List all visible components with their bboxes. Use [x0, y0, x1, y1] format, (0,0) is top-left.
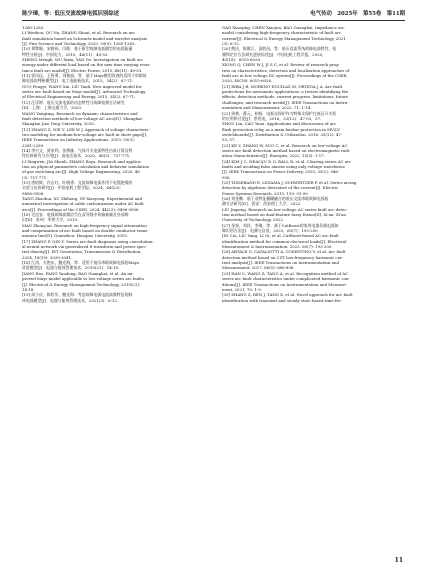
reference-line: fault simulation based on Schwartz model and wavelet analysis — [22, 35, 148, 41]
reference-line: 9496-9506. — [22, 190, 45, 196]
reference-entry — [222, 196, 408, 207]
reference-entry — [22, 57, 208, 73]
reference-entry — [22, 159, 208, 180]
reference-line: [22] 周林，曹元，柏杨．电弧光探护作为特殊支保护在低压开关柜 — [222, 110, 337, 116]
reference-line: JIANG Rao, FANG Yandong, BAO Guanghai, et al. An im- — [22, 270, 134, 276]
reference-entry — [22, 84, 208, 100]
reference-line: [17] ZHANG P, QIN Y. Series arc-fault diagnosis using convolution- — [22, 238, 154, 244]
reference-line: LI Xingwen, JIA Shenli, ZHANG Boya. Research and applica- — [22, 158, 142, 164]
reference-entry — [22, 100, 208, 111]
reference-line: of Electrical Engineering and Energy, 2015, 34(2): 67-71. — [22, 94, 136, 100]
reference-line: ment, 2021, 70: 1-9. — [222, 286, 262, 292]
reference-entry — [22, 127, 208, 148]
reference-line: 障识别方法[J]．电测与仪表，2023，60(7)：193-200. — [222, 228, 319, 234]
reference-line: LIU Jinpeng. Research on low voltage AC series fault arc detec- — [222, 206, 348, 212]
reference-line: energy under different load based on the new time varying resis- — [22, 62, 151, 68]
reference-line: [J]. Electrical & Energy Management Technology, 2019(21): — [22, 281, 141, 287]
reference-line: 1260-1263. — [22, 25, 45, 30]
reference-entry — [222, 159, 408, 180]
reference-line: [19] 高小庆，陈绍军，鲍光海．考虑故障电弧电流高频特征的脉 — [22, 292, 133, 298]
reference-line: tics modeling for medium-low-voltage arc fault in short gaps[J]. — [22, 131, 148, 137]
reference-entry — [22, 46, 208, 57]
reference-entry — [222, 62, 408, 83]
reference-line: Measurement, 2017, 66(5): 888-896. — [222, 265, 295, 271]
reference-line: [25] TISSERAND E, LEZAMA J, SCHWEITZER P, et al. Series arcing — [222, 179, 357, 185]
reference-line: [18] 江涛，方艳东，鲍光海，等．适用于低压串联故障电弧的Mayo — [22, 260, 140, 266]
header-journal-issue: 电气传动 2025年 第55卷 第11期 — [310, 11, 405, 17]
reference-entry — [222, 292, 408, 303]
reference-entry — [22, 148, 208, 159]
reference-entry — [22, 212, 208, 223]
reference-line: 2024, 18(19): 3039-3041. — [22, 254, 73, 260]
reference-line: mission line[D]. Quanzhou: Huaqiao University, 2019. — [22, 233, 128, 239]
reference-line: 的应用和讨论[J]．供用电，2016，33(12)：47-53，57. — [222, 115, 322, 121]
reference-line: IEEE Transactions on Industry Applications, 2019, 55(3): — [22, 137, 135, 143]
reference-line: 53, 57. — [222, 137, 236, 143]
reference-entry — [222, 271, 408, 292]
reference-line: XIONG Q, CHEN W J, JI S C, et al. Review of research prog- — [222, 62, 340, 68]
reference-line: 14-18. — [22, 286, 35, 292]
reference-line: identification with transient and steady state based time-fre- — [222, 297, 342, 303]
reference-entry — [22, 260, 208, 271]
reference-line: ZHENG Mengli, WU Xixiu, YAN Ge. Investigation on fault arc — [22, 57, 144, 63]
reference-line: [23] KE Y, ZHANG W, SUO C, et al. Research on low-voltage AC — [222, 142, 348, 148]
reference-line: 40(18)：6015-6026. — [222, 57, 262, 63]
reference-entry — [22, 73, 208, 84]
reference-line: current[J]. Electrical & Energy Management Technology, 2021 — [222, 35, 346, 41]
reference-entry — [22, 271, 208, 292]
reference-entry — [222, 46, 408, 62]
reference-line: [26] 刘金鹏．基于双特征模糊融合的低压交流串联故障电弧检 — [222, 196, 329, 201]
reference-line: [21] RIBA J R, MORENO-EGUILAZ M, ORTEGA J A. Arc fault — [222, 83, 343, 89]
reference-line: protections for aeronautic applications: a review identifying the — [222, 89, 349, 95]
reference-line: [28] ARTALE G, CATALIOTTI A, COSENTINO V, et al. Arc fault — [222, 249, 346, 255]
reference-line: flash protection relay as a main busbar protection in MV/LV — [222, 126, 341, 132]
reference-line: 2020, 40(18): 6015-6026. — [222, 78, 273, 84]
reference-line: of gas switching arc[J]. High Voltage Engineering, 2020, 46 — [22, 169, 140, 175]
reference-entry — [222, 84, 408, 111]
reference-column-left — [22, 25, 208, 303]
reference-entry — [222, 121, 408, 142]
reference-line: faults and avoiding false alarms using only voltage waveforms — [222, 163, 345, 169]
reference-line: Power Systems Research, 2015, 119: 91-99. — [222, 190, 309, 196]
reference-line: 特性分析[J]．中国电力，2015，48(11)：49-53. — [22, 51, 109, 57]
reference-line: Shanghai Jiao Tong University, 2020. — [22, 121, 95, 127]
reference-line: proved Mayr model applicable to low voltage series arc faults — [22, 276, 144, 282]
reference-line: 性仿真研究与应用[J]．高电压技术，2020，46(3)：757-771. — [22, 153, 131, 159]
reference-line: University of Technology, 2022. — [222, 217, 285, 223]
reference-line: switchboards[J]. Distribution & Utilization, 2016, 33(12): 47- — [222, 131, 343, 137]
reference-line: tion on physical parameters calculation and behavior simulation — [22, 163, 149, 169]
reference-entry — [22, 111, 208, 127]
running-header — [22, 8, 405, 21]
reference-entry — [222, 207, 408, 223]
reference-line: 测和定位方法研究进展综述[J]．中国电机工程学报，2020， — [222, 51, 326, 57]
reference-entry — [222, 233, 408, 249]
reference-line: [11] 郭凤仪，王智勇，刘艳丽，等．基于Mayr模型改进的适用于串联故 — [22, 73, 147, 79]
reference-line: fault detection methods of low-voltage AC arcs[D]. Shanghai: — [22, 115, 143, 121]
reference-line: and compensation of arc fault based on double conductor trans- — [22, 228, 149, 234]
reference-line: 障电弧的判断模型[J]．电工电能新技术，2015，34(2)：67-71. — [22, 78, 134, 84]
reference-line: series arc fault based on Mayr model[J]. Advanced Technology — [22, 89, 146, 95]
reference-line: series arc-fault detection method based on electromagnetic radi- — [222, 147, 351, 153]
reference-line: series arc fault characteristics under complicated harmonic con- — [222, 276, 350, 282]
reference-line: 冲电弧模型[J]．电器与能效管理技术，2021(3)：6-12. — [22, 297, 119, 303]
reference-line: 实验与仿真研究[J]．中国电机工程学报，2024，44(23)： — [22, 185, 124, 191]
reference-line: 2281-2289. — [22, 142, 45, 148]
reference-line: GUO Fengyi, WANG Xin, LIU Yanli. New improved model for — [22, 83, 142, 89]
reference-entry — [222, 249, 408, 270]
reference-line: (3): 757-771. — [22, 174, 48, 180]
reference-line: 测方法研究[D]．西安：西安理工大学，2022. — [222, 201, 302, 207]
reference-line: ation characteristics[J]. Energies, 2022, 15(5): 1-17. — [222, 153, 325, 159]
reference-line: detection by algebraic derivative of the current[J]. Electric — [222, 185, 339, 191]
reference-line: [13] ZHANG Z, NIE Y, LEE W J. Approach of voltage characteris- — [22, 126, 150, 132]
reference-line: [14] 李兴文，贾申利，张博雅．气体开关电弧特性仿真计算及特 — [22, 147, 133, 153]
reference-line: (3): 6-12. — [222, 41, 241, 47]
reference-entry — [22, 196, 208, 212]
reference-line: [29] HAN C, WANG Z, TANG A, et al. Recognition method of AC — [222, 270, 349, 276]
reference-line: ress on characteristics, detection and localization approaches of — [222, 67, 350, 73]
reference-line: model considering high-frequency characteristic of fault arc — [222, 30, 342, 36]
reference-line: 956. — [222, 174, 231, 180]
reference-entry — [22, 180, 208, 196]
reference-line: 改进模型[J]．电器与能效管理技术，2019(21)：14-18. — [22, 265, 120, 271]
reference-line: detection method based on CZT low-frequency harmonic cur- — [222, 254, 344, 260]
reference-line: TANG Zhaohui, XU Zhihong, YE Xiaoyong. Experimental and — [22, 196, 143, 201]
header-authors-title: 陈少璋，等：低压交流故障电弧识别综述 — [22, 11, 120, 17]
reference-line: ZHOU Lin, CAO Yuan. Applications and discussions of arc — [222, 121, 337, 127]
reference-line: [12] 汪洋婷．低压交流电弧的动态特性与故障检测方法研究 — [22, 99, 125, 105]
reference-line: [27] 金泰，刘祥，李瑞，等．基于CatBoost的家用电器负载电弧故 — [222, 222, 339, 228]
reference-line: [20] 熊庆，陈维江，汲胜昌，等．低压直流系统故障电弧特性、检 — [222, 46, 337, 52]
reference-entry — [222, 25, 408, 46]
reference-line: ditions[J]. IEEE Transactions on Instrumentation and Measure- — [222, 281, 347, 287]
reference-line: numerical investigation of cable carbonization under AC fault — [22, 201, 144, 207]
reference-line: [30] ZHANG Z, REN J, TANG X, et al. Novel approach for arc fault — [222, 292, 353, 298]
reference-line: [D]．上海：上海交通大学，2020. — [22, 105, 83, 111]
reference-line: [J]. IEEE Transactions on Power Delivery, 2020, 35(2): 946- — [222, 169, 340, 175]
reference-line: mentation and Measurement, 2022, 71: 1-14. — [222, 105, 312, 111]
reference-line: identification method for common electrical loads[J]. Electrical — [222, 238, 347, 244]
reference-line: Measurement & Instrumentation, 2023, 60(7): 193-200. — [222, 244, 333, 250]
reference-line: [16] 毛忠安．电弧故障高频信号在双导线中传输衰减及外部辨 — [22, 212, 129, 218]
reference-entry — [222, 180, 408, 196]
reference-line: [24] KIM J C, NEACŞU D O, BALL R, et al. Clearing series AC arc — [222, 158, 352, 164]
reference-entry — [222, 143, 408, 159]
reference-line: al neural network via generalized S-transform and power spec- — [22, 244, 147, 250]
reference-line: LI Wenhou, QU Na, ZHANG Shuai, et al. Research on arc — [22, 30, 136, 36]
reference-entry — [22, 30, 208, 46]
reference-line: [15] 唐昭辉，许志红，叶晓勇．交流故障电弧作用下电缆绝缘的 — [22, 179, 133, 185]
reference-line: [J]. Fire Science and Technology, 2020, 39(9): 1260-1263. — [22, 41, 136, 47]
page-number: 11 — [394, 557, 403, 564]
reference-line: arcs[J]. Proceedings of the CSEE, 2024, 44(23): 9496-9506. — [22, 206, 140, 212]
reference-entry — [222, 111, 408, 122]
reference-line: tion method based on dual-feature fuzzy fusion[D]. Xi'an: Xi'an — [222, 212, 346, 218]
reference-line: WANG Yangting. Research on dynamic characteristics and — [22, 110, 138, 116]
reference-line: rent analysis[J]. IEEE Transactions on Instrumentation and — [222, 260, 339, 266]
reference-line: 识[D]．泉州：华侨大学，2019. — [22, 217, 79, 223]
reference-line: effects, detection methods, current progress, limitations, future — [222, 94, 349, 100]
reference-line: fault arc in low voltage DC system[J]. Proceedings of the CSEE, — [222, 73, 348, 79]
reference-line: tral density[J]. IET Generation, Transmission & Distribution, — [22, 249, 142, 255]
reference-entry — [22, 292, 208, 303]
reference-line: GAO Xiaoqing, CHEN Xiaojun, BAO Guanghai. Impedance arc — [222, 25, 345, 30]
reference-line: tance fault arc model[J]. Electric Power, 2015, 48(11): 49-53. — [22, 67, 143, 73]
reference-line: MAO Zhong'an. Research on high-frequency signal attenuation — [22, 222, 147, 228]
reference-line: JIN Cui, LIU Yang, LI Qi, et al. CatBoost-based AC arc fault — [222, 233, 339, 239]
reference-entry — [222, 223, 408, 234]
reference-column-right — [222, 25, 408, 303]
reference-entry — [22, 239, 208, 260]
reference-line: challenges, and research needs[J]. IEEE Transactions on Instru- — [222, 99, 349, 105]
reference-line: [10] 郑擎颖，宋晓伟，闫皓．基于新型故障电弧模型的电弧能量 — [22, 46, 133, 52]
reference-entry — [22, 223, 208, 239]
